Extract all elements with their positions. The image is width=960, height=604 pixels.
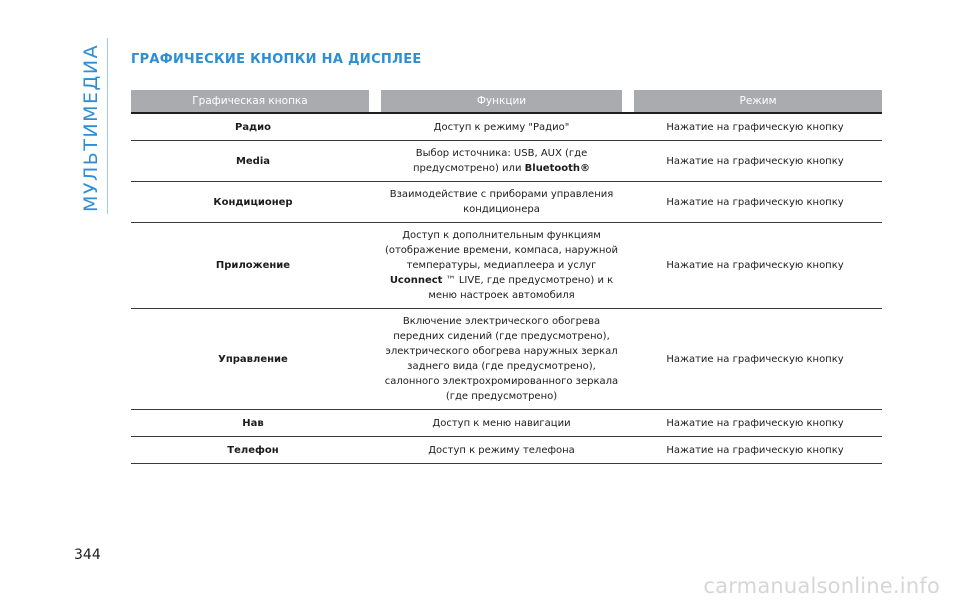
page-number: 344	[74, 547, 101, 563]
row-name: Телефон	[131, 437, 375, 464]
row-function: Выбор источника: USB, AUX (где предусмотрено) или Bluetooth®	[375, 141, 628, 182]
row-mode: Нажатие на графическую кнопку	[628, 182, 882, 223]
row-mode: Нажатие на графическую кнопку	[628, 437, 882, 464]
row-mode: Нажатие на графическую кнопку	[628, 114, 882, 141]
row-function: Включение электрического обогрева передних сидений (где предусмотрено), электрического обогрева наружных зеркал заднего вида (где предусмотрено), салонного электрохромированного зеркала (где предусмотрено)	[375, 309, 628, 410]
row-mode: Нажатие на графическую кнопку	[628, 309, 882, 410]
table-row	[131, 410, 882, 437]
table-row	[131, 309, 882, 410]
table-row	[131, 223, 882, 309]
table-row	[131, 182, 882, 223]
table-row	[131, 437, 882, 464]
row-mode: Нажатие на графическую кнопку	[628, 410, 882, 437]
row-name: Нав	[131, 410, 375, 437]
row-function: Доступ к дополнительным функциям (отображение времени, компаса, наружной температуры, медиаплеера и услуг Uconnect ™ LIVE, где предусмотрено) и к меню настроек автомобиля	[375, 223, 628, 309]
header-graphic-button: Графическая кнопка	[131, 90, 375, 114]
page-heading: ГРАФИЧЕСКИЕ КНОПКИ НА ДИСПЛЕЕ	[131, 52, 422, 67]
row-mode: Нажатие на графическую кнопку	[628, 141, 882, 182]
graphic-buttons-table	[131, 90, 882, 464]
header-functions: Функции	[375, 90, 628, 114]
row-function: Доступ к меню навигации	[375, 410, 628, 437]
section-title-vertical: МУЛЬТИМЕДИА	[80, 43, 102, 212]
row-name: Приложение	[131, 223, 375, 309]
row-name: Кондиционер	[131, 182, 375, 223]
row-function: Взаимодействие с приборами управления кондиционера	[375, 182, 628, 223]
table-header-row	[131, 90, 882, 114]
table-row	[131, 141, 882, 182]
header-mode: Режим	[628, 90, 882, 114]
row-name: Управление	[131, 309, 375, 410]
section-divider	[107, 38, 108, 214]
row-function: Доступ к режиму "Радио"	[375, 114, 628, 141]
row-function: Доступ к режиму телефона	[375, 437, 628, 464]
watermark: carmanualsonline.info	[703, 574, 940, 598]
table-row	[131, 114, 882, 141]
row-name: Media	[131, 141, 375, 182]
row-name: Радио	[131, 114, 375, 141]
row-mode: Нажатие на графическую кнопку	[628, 223, 882, 309]
